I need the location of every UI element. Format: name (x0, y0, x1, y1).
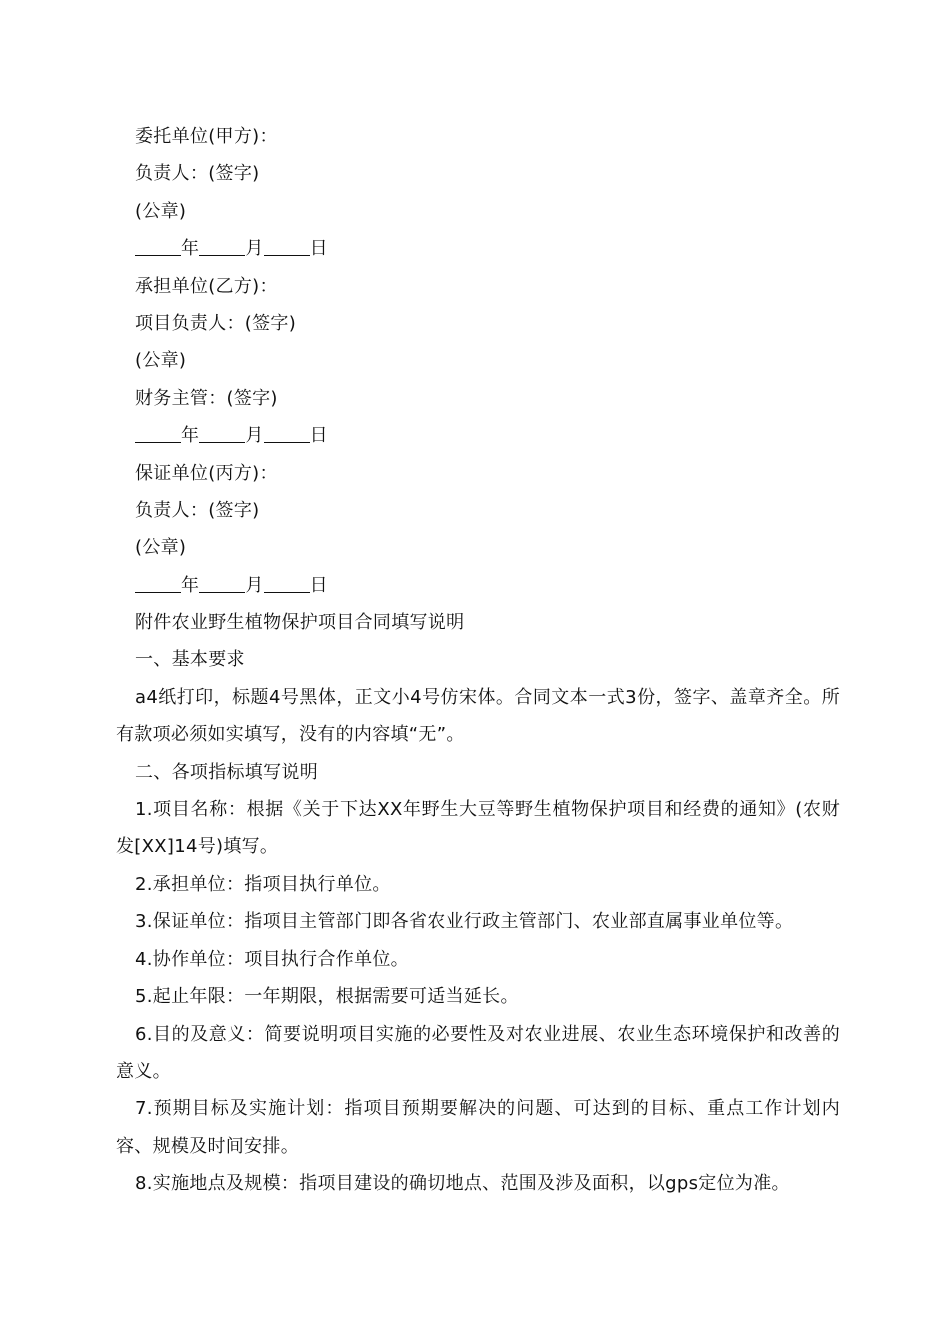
instruction-item-6: 6.目的及意义：简要说明项目实施的必要性及对农业进展、农业生态环境保护和改善的意义。 (116, 1023, 840, 1082)
date-blank-year (135, 574, 181, 593)
instruction-item-1: 1.项目名称：根据《关于下达XX年野生大豆等野生植物保护项目和经费的通知》(农财发[XX]14号)填写。 (116, 799, 840, 858)
instruction-item-4: 4.协作单位：项目执行合作单位。 (135, 948, 409, 970)
instruction-item-7: 7.预期目标及实施计划：指项目预期要解决的问题、可达到的目标、重点工作计划内容、规模及时间安排。 (116, 1098, 840, 1157)
date-month-label: 月 (245, 238, 264, 260)
date-month-label: 月 (245, 574, 264, 596)
date-year-label: 年 (181, 574, 200, 596)
date-blank-day (264, 237, 310, 256)
section-1-body: a4纸打印，标题4号黑体，正文小4号仿宋体。合同文本一式3份，签字、盖章齐全。所有款项必须如实填写，没有的内容填“无”。 (116, 686, 840, 746)
date-blank-month (199, 424, 245, 443)
date-day-label: 日 (309, 574, 328, 596)
party-b-head: 项目负责人：(签字) (135, 312, 297, 334)
date-blank-month (199, 574, 245, 593)
section-2-heading: 二、各项指标填写说明 (135, 761, 318, 783)
date-blank-year (135, 424, 181, 443)
party-a-unit: 委托单位(甲方)： (135, 126, 278, 147)
instruction-item-3: 3.保证单位：指项目主管部门即各省农业行政主管部门、农业部直属事业单位等。 (135, 911, 794, 933)
date-day-label: 日 (309, 425, 328, 447)
instruction-item-8: 8.实施地点及规模：指项目建设的确切地点、范围及涉及面积，以gps定位为准。 (135, 1173, 790, 1195)
party-b-finance: 财务主管：(签字) (135, 387, 278, 409)
party-b-date (116, 417, 840, 454)
date-year-label: 年 (181, 425, 200, 447)
date-blank-day (264, 424, 310, 443)
party-c-seal: (公章) (135, 537, 187, 559)
date-blank-day (264, 574, 310, 593)
party-c-unit: 保证单位(丙方)： (135, 462, 278, 484)
document-content (116, 118, 840, 1203)
party-c-date (116, 567, 840, 604)
date-month-label: 月 (245, 425, 264, 447)
party-b-seal: (公章) (135, 350, 187, 372)
date-day-label: 日 (309, 238, 328, 260)
date-blank-year (135, 237, 181, 256)
party-a-seal: (公章) (135, 200, 187, 222)
party-b-unit: 承担单位(乙方)： (135, 275, 278, 297)
date-year-label: 年 (181, 238, 200, 260)
section-1-heading: 一、基本要求 (135, 649, 245, 671)
party-c-head: 负责人：(签字) (135, 499, 260, 521)
date-blank-month (199, 237, 245, 256)
instruction-item-2: 2.承担单位：指项目执行单位。 (135, 873, 391, 895)
party-a-head: 负责人：(签字) (135, 163, 260, 185)
appendix-title: 附件农业野生植物保护项目合同填写说明 (135, 612, 465, 634)
party-a-date (116, 230, 840, 267)
instruction-item-5: 5.起止年限：一年期限，根据需要可适当延长。 (135, 986, 519, 1008)
